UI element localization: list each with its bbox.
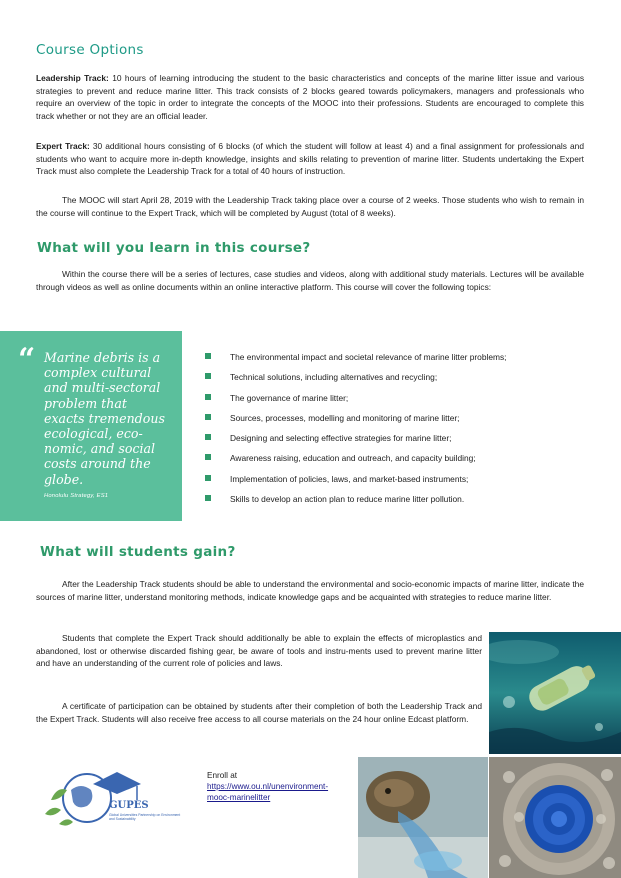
topic-item: Awareness raising, education and outreach, and capacity building; [205,452,595,472]
plastic-bottle-photo [489,632,621,754]
topics-list [205,351,595,513]
quote-mark-icon: “ [18,342,36,377]
logo-name: GUPES [109,800,149,811]
quote-box [0,331,182,521]
gain-expert-paragraph: Students that complete the Expert Track should additionally be able to explain the effects of microplastics and abandoned, lost or otherwise discarded fishing gear, be aware of tools and instru-ments used to prevent marine litter and have an understanding of the current role of policies and laws. [36,633,482,669]
leadership-track-paragraph [36,72,584,122]
turtle-plastic-photo [358,757,488,878]
course-options-heading: Course Options [36,42,144,58]
logo-subtitle: Global Universities Partnership on Environment and Sustainability [109,813,181,822]
bullet-square-icon [205,434,211,440]
gain-heading: What will students gain? [40,544,236,560]
bottle-caps-photo [489,757,621,878]
learn-heading: What will you learn in this course? [37,240,311,256]
expert-track-label: Expert Track: [36,141,90,151]
topic-item: Sources, processes, modelling and monitoring of marine litter; [205,412,595,432]
gain-leadership-paragraph: After the Leadership Track students should be able to understand the environmental and socio-economic impacts of marine litter, indicate the sources of marine litter, understand monitoring methods, indicate knowledge gaps and be acquainted with strategies to reduce marine litter. [36,579,584,602]
topic-item: Skills to develop an action plan to reduce marine litter pollution. [205,493,595,513]
quote-source: Honolulu Strategy, ES1 [44,493,109,499]
enroll-link[interactable]: https://www.ou.nl/unenvironment- mooc-marinelitter [207,782,329,802]
bullet-square-icon [205,454,211,460]
bullet-square-icon [205,394,211,400]
expert-track-text: 30 additional hours consisting of 6 blocks (of which the student will follow at least 4) and a final assignment for professionals and students who want to acquire more in-depth knowledge, insights and skills relating to prevention of marine litter. Students undertaking the Expert Track must also complete the Leadership Track for a total of 40 hours of instruction. [36,141,584,177]
expert-track-paragraph [36,140,584,178]
gupes-logo [37,760,187,832]
topic-item: Implementation of policies, laws, and market-based instruments; [205,473,595,493]
topic-item: The governance of marine litter; [205,392,595,412]
bullet-square-icon [205,414,211,420]
leadership-track-text: 10 hours of learning introducing the student to the basic characteristics and concepts of the marine litter issue and various strategies to prevent and reduce marine litter. This track consists of 2 blocks geared towards policymakers, managers and professionals who require an overview of the topic in order to integrate the concepts of the MOOC into their professions. Students are encouraged to complete this track whether or not they are an official leader. [36,73,585,121]
bullet-square-icon [205,353,211,359]
leadership-track-label: Leadership Track: [36,73,109,83]
certificate-paragraph: A certificate of participation can be obtained by students after their completion of both the Leadership Track and the Expert Track. Students will also receive free access to all course materials on the 24 hour online Edcast platform. [36,701,482,724]
topic-item: The environmental impact and societal relevance of marine litter problems; [205,351,595,371]
bullet-square-icon [205,373,211,379]
topic-item: Technical solutions, including alternatives and recycling; [205,371,595,391]
bullet-square-icon [205,475,211,481]
quote-text: Marine debris is a complex cultural and multi-sectoral problem that exacts tremendous ecological, eco-nomic, and social costs around the globe. [44,350,165,487]
bullet-square-icon [205,495,211,501]
enroll-label: Enroll at [207,771,238,780]
schedule-paragraph: The MOOC will start April 28, 2019 with the Leadership Track taking place over a course of 2 weeks. Those students who wish to remain in the course will continue to the Expert Track, which will be completed by August (total of 8 weeks). [36,195,584,218]
topic-item: Designing and selecting effective strategies for marine litter; [205,432,595,452]
learn-intro-paragraph: Within the course there will be a series of lectures, case studies and videos, along with additional study materials. Lectures will be available through videos as well as online documents within an online interactive platform. This course will cover the following topics: [36,269,584,292]
enroll-block [207,770,357,803]
